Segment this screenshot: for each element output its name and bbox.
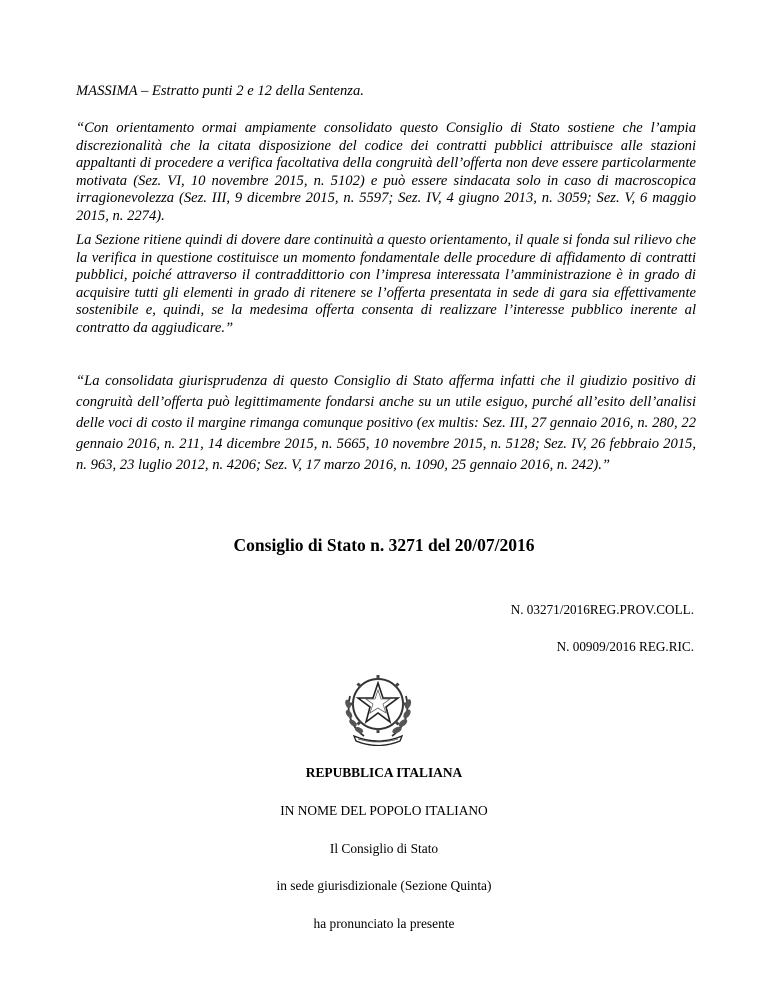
- quote-paragraph-1: “Con orientamento ormai ampiamente consolidato questo Consiglio di Stato sostiene che l’ampia discrezionalità che la citata disposizione del codice dei contratti pubblici attribuisce alle stazioni appaltanti di procedere a verifica facoltativa della congruità dell’offerta non deve essere particolarmente motivata (Sez. VI, 10 novembre 2015, n. 5102) e può essere sindacata solo in caso di macroscopica irragionevolezza (Sez. III, 9 dicembre 2015, n. 5597; Sez. IV, 4 giugno 2013, n. 3059; Sez. V, 6 maggio 2015, n. 2274).: [76, 120, 696, 224]
- ha-pronunciato-line: ha pronunciato la presente: [313, 916, 455, 931]
- sede-giurisdizionale-line: in sede giurisdizionale (Sezione Quinta): [276, 878, 492, 893]
- quote-paragraph-2: La Sezione ritiene quindi di dovere dare continuità a questo orientamento, il quale si fonda sul rilievo che la verifica in questione costituisce un momento fondamentale delle procedure di affidamento di contratti pubblici, poiché attraverso il contraddittorio con l’impresa interessata l’amministrazione è in grado di acquisire tutti gli elementi in grado di ritenere se l’offerta presentata in sede di gara sia effettivamente sostenibile e, quindi, se la medesima offerta consenta di realizzare l’interesse pubblico inerente al contratto da aggiudicare.”: [76, 232, 696, 336]
- case-title: Consiglio di Stato n. 3271 del 20/07/2016: [233, 535, 535, 555]
- italian-republic-emblem-icon: [340, 666, 416, 746]
- quote-paragraph-3: “La consolidata giurisprudenza di questo Consiglio di Stato afferma infatti che il giudizio positivo di congruità dell’offerta può legittimamente fondarsi anche su un utile esiguo, purché all’esito dell’analisi delle voci di costo il margine rimanga comunque positivo (ex multis: Sez. III, 27 gennaio 2016, n. 280, 22 gennaio 2016, n. 211, 14 dicembre 2015, n. 5665, 10 novembre 2015, n. 5128; Sez. IV, 26 febbraio 2015, n. 963, 23 luglio 2012, n. 4206; Sez. V, 17 marzo 2016, n. 1090, 25 gennaio 2016, n. 242).”: [76, 373, 696, 473]
- reg-ric-number: N. 00909/2016 REG.RIC.: [556, 639, 694, 654]
- consiglio-di-stato-line: Il Consiglio di Stato: [329, 841, 439, 856]
- massima-heading: MASSIMA – Estratto punti 2 e 12 della Sentenza.: [76, 83, 364, 99]
- in-nome-del-popolo-line: IN NOME DEL POPOLO ITALIANO: [280, 803, 488, 818]
- reg-prov-coll-number: N. 03271/2016REG.PROV.COLL.: [510, 602, 694, 617]
- repubblica-italiana-heading: REPUBBLICA ITALIANA: [305, 765, 463, 780]
